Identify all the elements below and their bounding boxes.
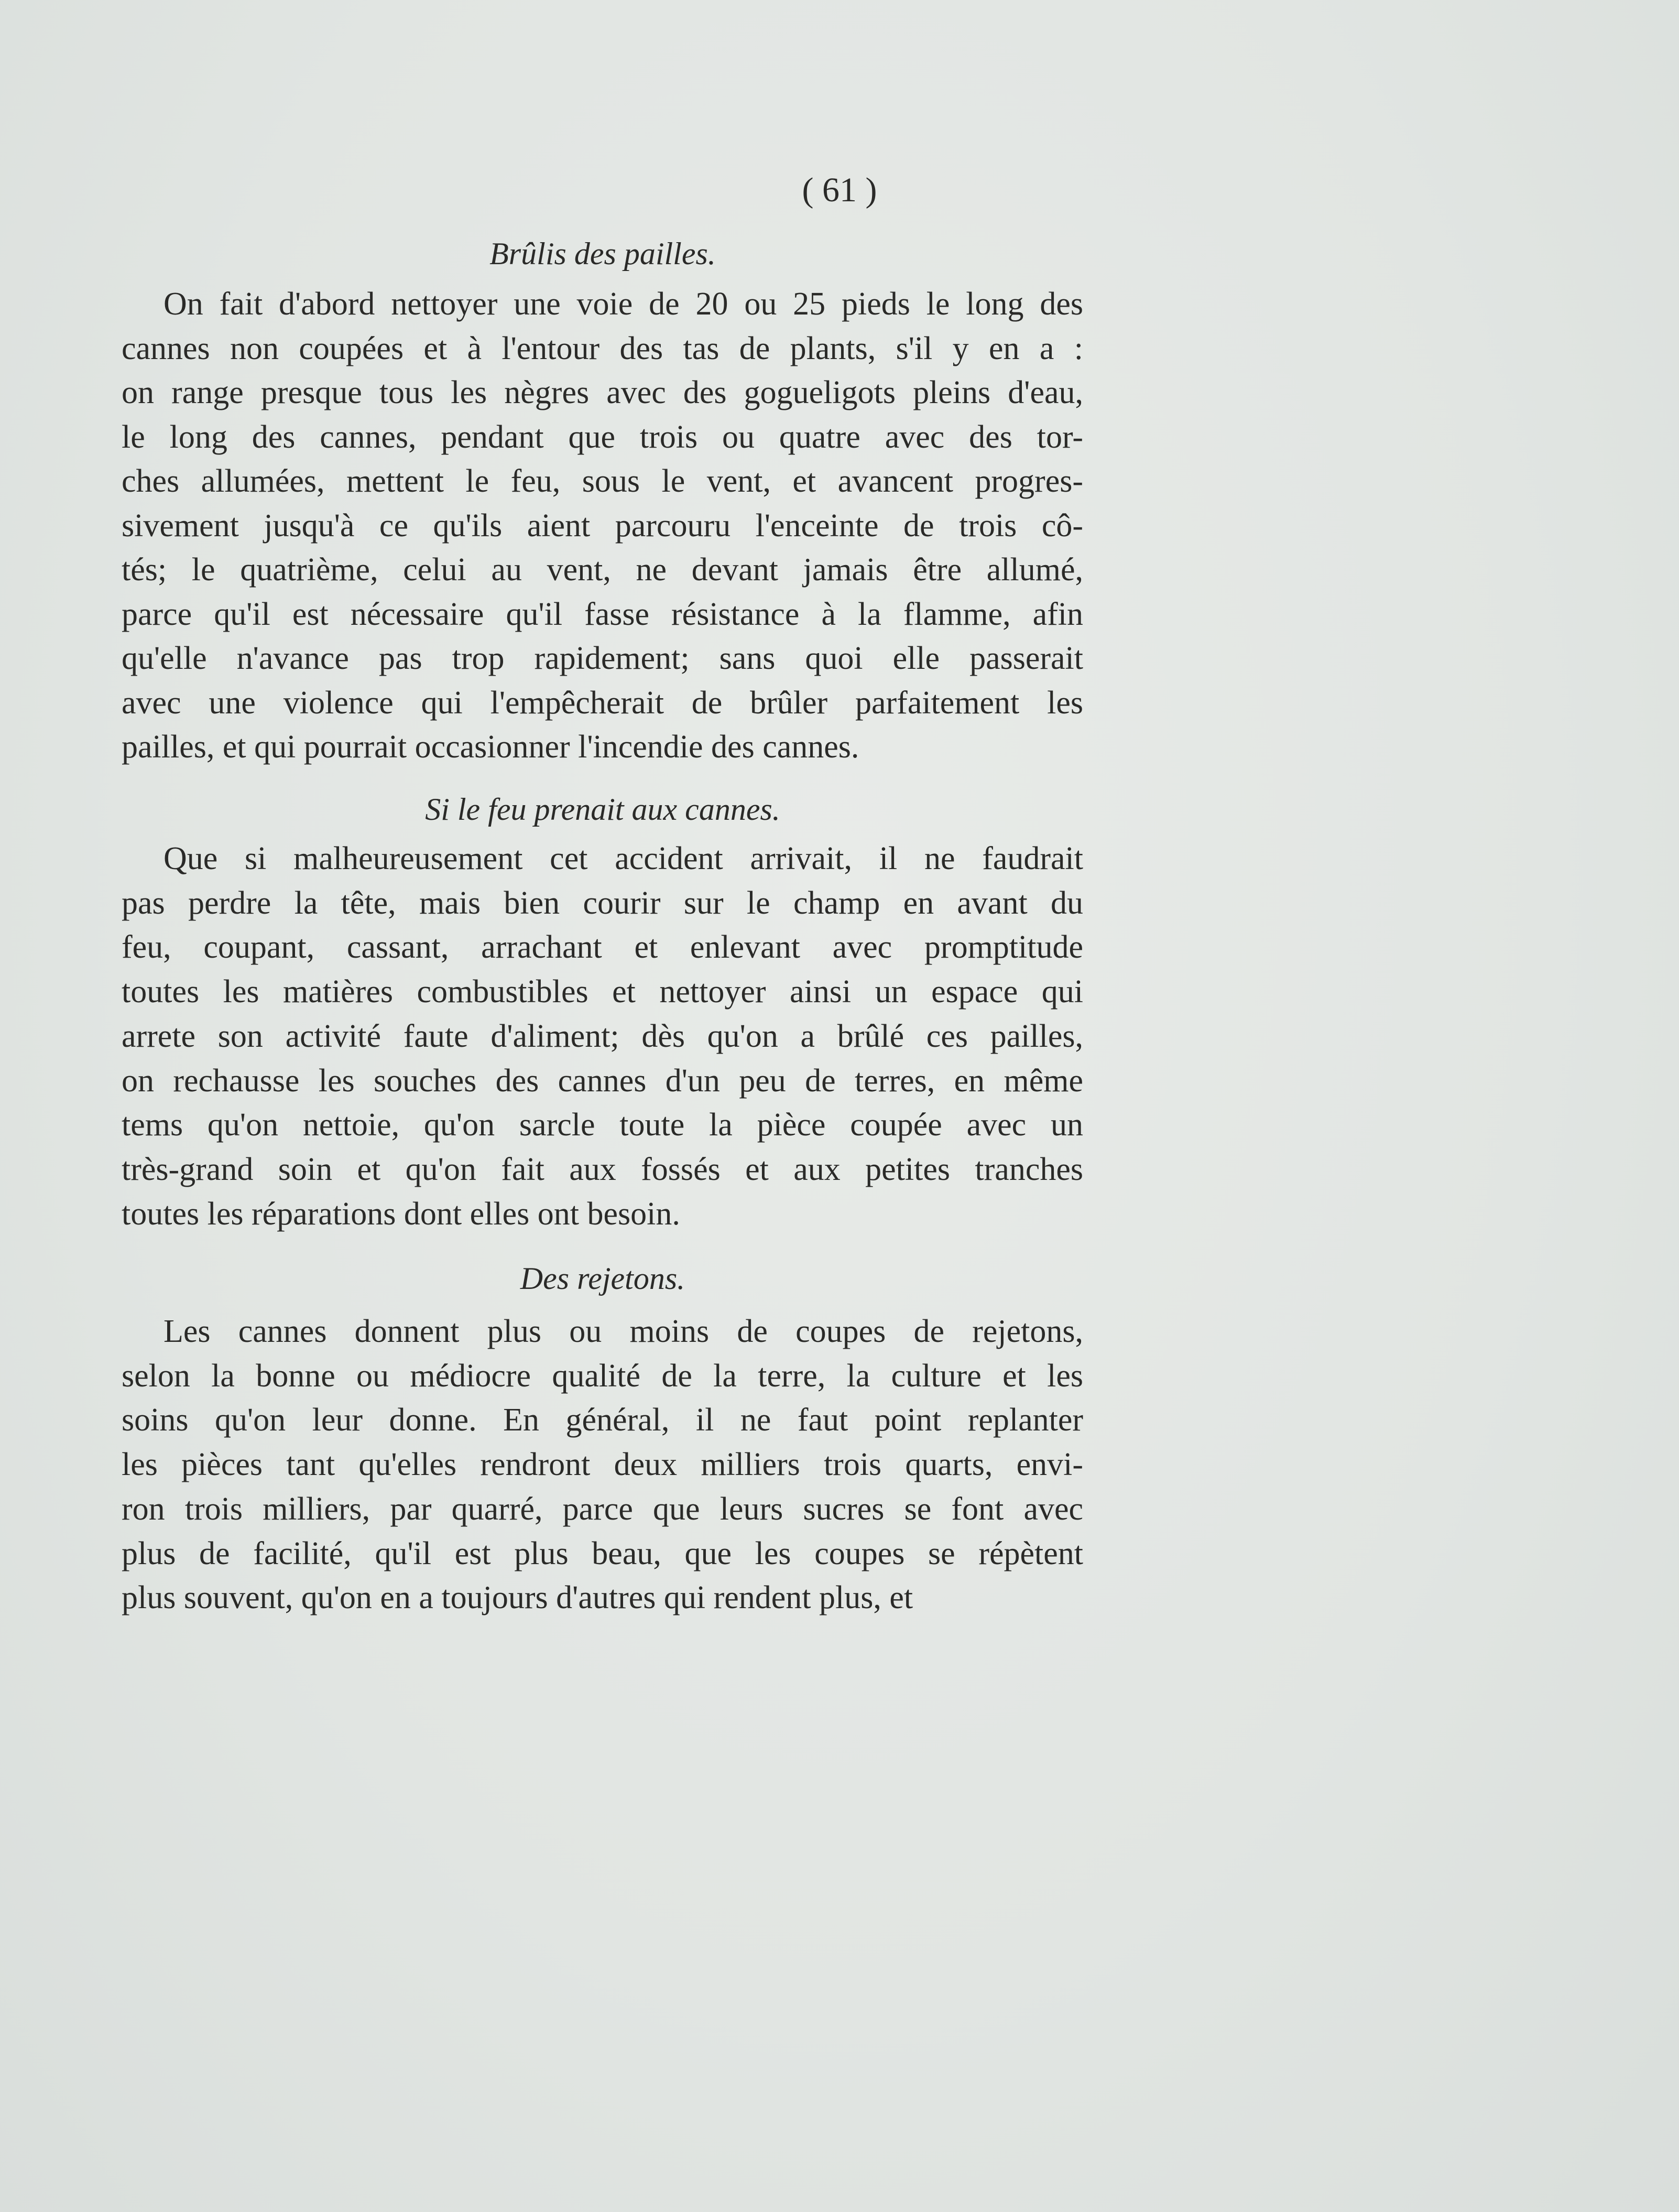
text-line: pailles, et qui pourrait occasionner l'incendie des cannes. [122, 729, 859, 765]
text-line: avec une violence qui l'empêcherait de brûler parfaitement les [122, 685, 1083, 721]
text-line: selon la bonne ou médiocre qualité de la terre, la culture et les [122, 1358, 1083, 1394]
section-heading: Des rejetons. [520, 1261, 685, 1296]
text-line: très-grand soin et qu'on fait aux fossés et aux petites tranches [122, 1151, 1083, 1187]
text-line: ron trois milliers, par quarré, parce que leurs sucres se font avec [122, 1491, 1083, 1527]
text-line: plus de facilité, qu'il est plus beau, que les coupes se répètent [122, 1535, 1083, 1571]
page-number: ( 61 ) [802, 171, 877, 209]
text-line: sivement jusqu'à ce qu'ils aient parcouru l'enceinte de trois cô- [122, 507, 1083, 544]
text-line: parce qu'il est nécessaire qu'il fasse résistance à la flamme, afin [122, 596, 1083, 632]
text-line: le long des cannes, pendant que trois ou quatre avec des tor- [122, 419, 1083, 455]
text-line: Les cannes donnent plus ou moins de coupes de rejetons, [163, 1314, 1083, 1349]
text-line: toutes les réparations dont elles ont besoin. [122, 1196, 680, 1232]
text-line: ches allumées, mettent le feu, sous le vent, et avancent progres- [122, 463, 1083, 499]
text-line: les pièces tant qu'elles rendront deux milliers trois quarts, envi- [122, 1447, 1083, 1483]
text-line: tés; le quatrième, celui au vent, ne devant jamais être allumé, [122, 552, 1083, 588]
section-heading: Brûlis des pailles. [489, 236, 716, 271]
text-line: soins qu'on leur donne. En général, il ne faut point replanter [122, 1402, 1083, 1438]
text-line: pas perdre la tête, mais bien courir sur le champ en avant du [122, 885, 1083, 921]
text-line: feu, coupant, cassant, arrachant et enlevant avec promptitude [122, 929, 1083, 966]
text-line: toutes les matières combustibles et nettoyer ainsi un espace qui [122, 974, 1083, 1010]
text-line: arrete son activité faute d'aliment; dès qu'on a brûlé ces pailles, [122, 1018, 1083, 1054]
text-line: cannes non coupées et à l'entour des tas de plants, s'il y en a : [122, 330, 1083, 366]
text-line: qu'elle n'avance pas trop rapidement; sans quoi elle passerait [122, 641, 1083, 676]
text-line: Que si malheureusement cet accident arrivait, il ne faudrait [163, 841, 1083, 876]
text-line: on rechausse les souches des cannes d'un peu de terres, en même [122, 1062, 1083, 1099]
text-line: tems qu'on nettoie, qu'on sarcle toute la pièce coupée avec un [122, 1107, 1083, 1143]
text-line: plus souvent, qu'on en a toujours d'autres qui rendent plus, et [122, 1580, 913, 1616]
section-heading: Si le feu prenait aux cannes. [425, 792, 780, 827]
text-line: on range presque tous les nègres avec des gogueligots pleins d'eau, [122, 375, 1083, 410]
text-line: On fait d'abord nettoyer une voie de 20 ou 25 pieds le long des [163, 286, 1083, 322]
